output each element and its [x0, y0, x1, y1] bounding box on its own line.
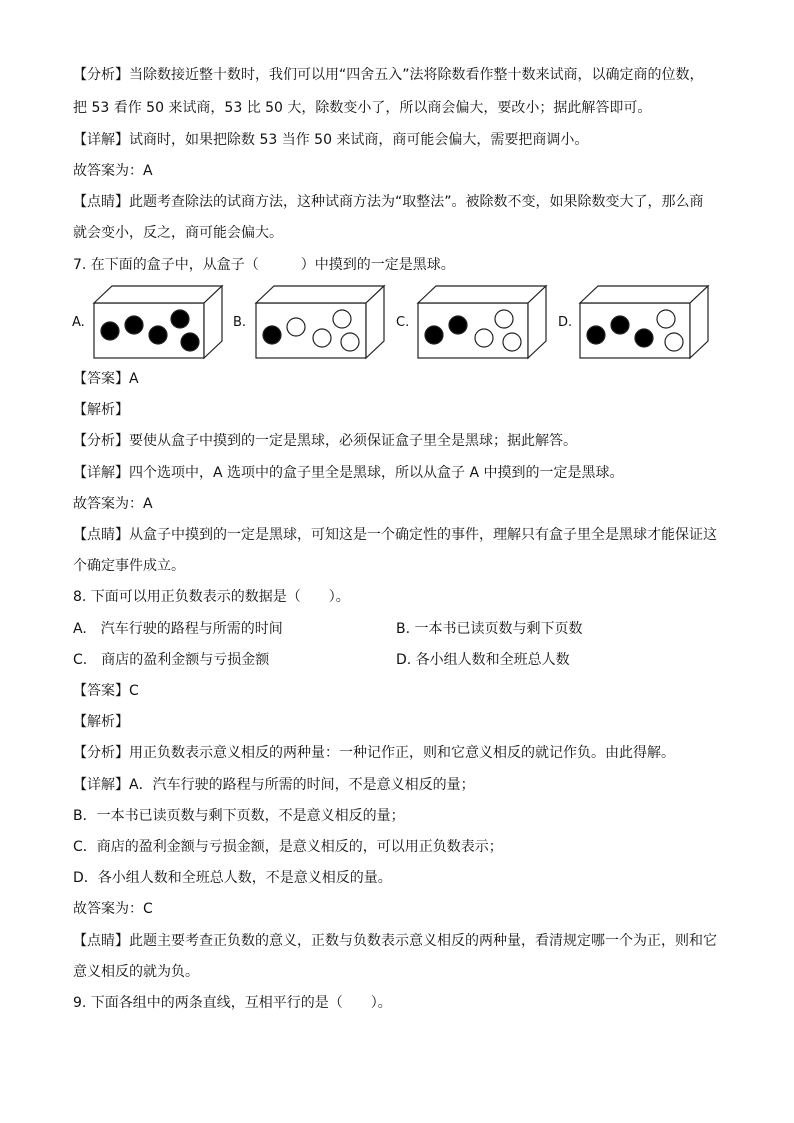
box-d-ball-1-black	[587, 326, 605, 344]
box-b-ball-5-white	[341, 333, 359, 351]
q8-comment-line2: 意义相反的就为负。	[73, 964, 199, 980]
box-a-ball-5-black	[181, 333, 199, 351]
q7-answer-line: 故答案为：A	[73, 496, 153, 512]
q8-answer: 【答案】C	[73, 683, 139, 699]
box-c-ball-4-white	[495, 310, 513, 328]
q8-option-b: B. 一本书已读页数与剩下页数	[396, 621, 583, 637]
q7-analysis: 【分析】要使从盒子中摸到的一定是黑球，必须保证盒子里全是黑球；据此解答。	[73, 433, 577, 449]
q8-option-d: D. 各小组人数和全班总人数	[396, 652, 570, 668]
q6-answer-line: 故答案为：A	[73, 163, 153, 179]
box-a-ball-3-black	[149, 326, 167, 344]
q8-comment-line1: 【点睛】此题主要考查正负数的意义，正数与负数表示意义相反的两种量，看清规定哪一个为正，则和它	[73, 933, 717, 949]
q7-box-options	[70, 282, 720, 362]
q8-detail-c: C．商店的盈利金额与亏损金额，是意义相反的，可以用正负数表示；	[73, 839, 503, 855]
box-d	[580, 286, 708, 358]
q6-detail: 【详解】试商时，如果把除数 53 当作 50 来试商，商可能会偏大，需要把商调小。	[73, 132, 589, 148]
q7-option-label-a: A.	[72, 315, 85, 330]
q8-detail-a: 【详解】A．汽车行驶的路程与所需的时间，不是意义相反的量；	[73, 777, 475, 793]
box-b-ball-2-white	[287, 318, 305, 336]
q8-option-a: A. 汽车行驶的路程与所需的时间	[73, 621, 283, 637]
box-d-ball-3-black	[635, 329, 653, 347]
box-a-ball-2-black	[125, 316, 143, 334]
q6-comment-line1: 【点睛】此题考查除法的试商方法，这种试商方法为“取整法”。被除数不变，如果除数变大了，那么商	[73, 194, 704, 210]
box-c	[418, 286, 546, 358]
q7-comment-line2: 个确定事件成立。	[73, 558, 185, 574]
q7-boxes-drawing	[70, 282, 720, 362]
q8-option-c: C. 商店的盈利金额与亏损金额	[73, 652, 270, 668]
q6-comment-line2: 就会变小，反之，商可能会偏大。	[73, 225, 283, 241]
box-d-ball-4-white	[657, 310, 675, 328]
box-c-ball-1-black	[425, 326, 443, 344]
q8-analysis: 【分析】用正负数表示意义相反的两种量：一种记作正，则和它意义相反的就记作负。由此得解。	[73, 745, 675, 761]
q6-analysis-line1: 【分析】当除数接近整十数时，我们可以用“四舍五入”法将除数看作整十数来试商，以确定商的位数，	[73, 67, 704, 83]
q7-option-label-c: C.	[396, 315, 410, 330]
q7-jiexi: 【解析】	[73, 402, 129, 418]
box-a-ball-1-black	[101, 322, 119, 340]
q8-jiexi: 【解析】	[73, 714, 129, 730]
q9-stem: 9. 下面各组中的两条直线，互相平行的是（ ）。	[73, 995, 392, 1011]
q7-option-label-d: D.	[558, 315, 573, 330]
q7-answer: 【答案】A	[73, 371, 139, 387]
box-b-ball-1-black	[263, 326, 281, 344]
box-c-ball-5-white	[503, 333, 521, 351]
q7-comment-line1: 【点睛】从盒子中摸到的一定是黑球，可知这是一个确定性的事件，理解只有盒子里全是黑球才能保证这	[73, 527, 717, 543]
box-a	[94, 286, 222, 358]
box-b-ball-4-white	[333, 310, 351, 328]
q8-answer-line: 故答案为：C	[73, 901, 153, 917]
q7-detail: 【详解】四个选项中，A 选项中的盒子里全是黑球，所以从盒子 A 中摸到的一定是黑球。	[73, 465, 624, 481]
q7-option-label-b: B.	[233, 315, 247, 330]
box-b	[256, 286, 384, 358]
box-d-ball-2-black	[611, 316, 629, 334]
q6-analysis-line2: 把 53 看作 50 来试商，53 比 50 大，除数变小了，所以商会偏大，要改小；据此解答即可。	[73, 100, 652, 116]
box-c-ball-2-black	[449, 316, 467, 334]
q8-detail-b: B．一本书已读页数与剩下页数，不是意义相反的量；	[73, 808, 405, 824]
box-b-ball-3-white	[313, 329, 331, 347]
box-d-ball-5-white	[665, 333, 683, 351]
q8-detail-d: D．各小组人数和全班总人数，不是意义相反的量。	[73, 870, 392, 886]
q8-stem: 8. 下面可以用正负数表示的数据是（ ）。	[73, 589, 350, 605]
box-a-ball-4-black	[171, 310, 189, 328]
q7-stem: 7. 在下面的盒子中，从盒子（ ）中摸到的一定是黑球。	[73, 257, 455, 273]
box-c-ball-3-white	[475, 329, 493, 347]
